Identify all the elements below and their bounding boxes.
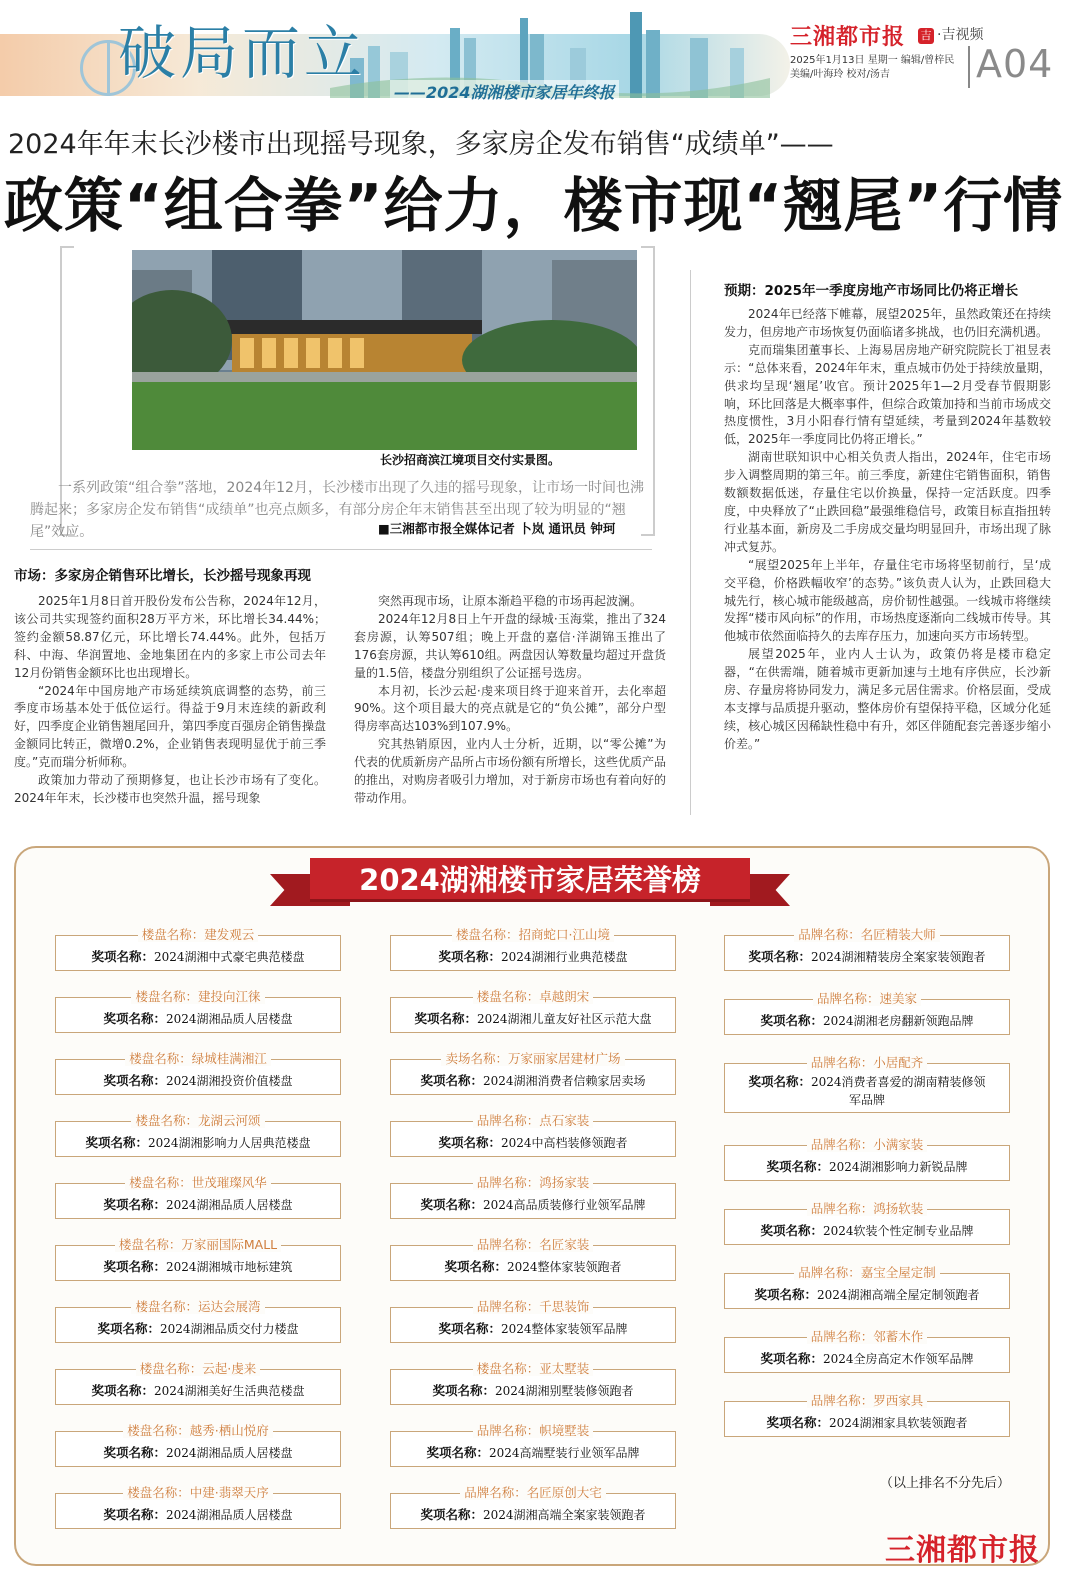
award-card	[724, 1329, 1010, 1373]
masthead-divider	[968, 46, 970, 88]
entrant-name-text: 品牌名称：鸿扬家装	[473, 1175, 594, 1190]
photo-caption: 长沙招商滨江境项目交付实景图。	[380, 453, 561, 467]
award-prize	[391, 1009, 675, 1027]
prize-label: 奖项名称：	[748, 949, 811, 964]
prize-label: 奖项名称：	[85, 1135, 148, 1150]
paragraph: 克而瑞集团董事长、上海易居房地产研究院院长丁祖昱表示：“总体来看，2024年年末，重点城市仍处于持续放量期，供求均呈现‘翘尾’收官。预计2025年1—2月受春节假期影响，环比回落是大概率事件，但综合政策加持和当前市场成交热度惯性，3月小阳春行情有望延续，考量到2024年基数较低，2025年一季度同比仍将正增长。”	[724, 342, 1051, 447]
award-card	[55, 1299, 341, 1343]
entrant-name-text: 品牌名称：小满家装	[807, 1137, 928, 1152]
award-entrant-name	[725, 1327, 1009, 1345]
award-entrant-name	[56, 1297, 340, 1315]
award-entrant-name	[725, 1263, 1009, 1281]
prize-text: 2024湖湘高端全案家装领跑者	[482, 1508, 646, 1522]
prize-label: 奖项名称：	[438, 1135, 501, 1150]
award-card	[390, 989, 676, 1033]
prize-text: 2024中高档装修领跑者	[500, 1136, 628, 1150]
prize-label: 奖项名称：	[438, 949, 501, 964]
award-card	[724, 927, 1010, 971]
entrant-name-text: 楼盘名称：建投向江徕	[131, 989, 264, 1004]
prize-label: 奖项名称：	[414, 1011, 477, 1026]
award-prize	[391, 1381, 675, 1399]
honor-list-ribbon	[270, 858, 790, 910]
award-prize	[56, 1195, 340, 1213]
entrant-name-text: 卖场名称：万家丽家居建材广场	[441, 1051, 624, 1066]
entrant-name-text: 品牌名称：罗西家具	[807, 1393, 928, 1408]
column-divider	[690, 270, 691, 815]
award-entrant-name	[391, 1235, 675, 1253]
entrant-name-text: 楼盘名称：龙湖云河颂	[131, 1113, 264, 1128]
paragraph: 本月初，长沙云起·虔来项目终于迎来首开，去化率超90%。这个项目最大的亮点就是它的“负公摊”，部分户型得房率高达103%到107.9%。	[354, 683, 666, 734]
prize-label: 奖项名称：	[760, 1351, 823, 1366]
entrant-name-text: 楼盘名称：绿城桂满湘江	[125, 1051, 271, 1066]
prize-text: 2024湖湘品质人居楼盘	[165, 1508, 293, 1522]
paragraph: 展望2025年，业内人士认为，政策仍将是楼市稳定器，“在供需端，随着城市更新加速与土地有序供应，长沙新房、存量房将协同发力，满足多元居住需求。价格层面，受成本支撑与品质提升驱动，整体房价有望保持平稳，区域分化延续，核心城区因稀缺性稳中有升，郊区伴随配套完善逐步缩小价差。”	[724, 647, 1051, 751]
prize-label: 奖项名称：	[420, 1073, 483, 1088]
video-app-logo	[918, 24, 983, 44]
award-card	[55, 1361, 341, 1405]
award-card	[55, 1423, 341, 1467]
award-entrant-name	[391, 1111, 675, 1129]
award-entrant-name	[56, 1049, 340, 1067]
award-entrant-name	[391, 987, 675, 1005]
award-card	[390, 1175, 676, 1219]
body-column-2	[354, 593, 666, 808]
prize-label: 奖项名称：	[103, 1073, 166, 1088]
award-entrant-name	[391, 1359, 675, 1377]
app-mark-icon: 吉	[918, 28, 934, 44]
prize-text: 2024湖湘品质人居楼盘	[165, 1012, 293, 1026]
entrant-name-text: 楼盘名称：建发观云	[138, 927, 259, 942]
prize-text: 2024湖湘家具软装领跑者	[828, 1416, 968, 1430]
page-number: A04	[976, 42, 1054, 86]
award-prize	[56, 947, 340, 965]
award-prize	[56, 1319, 340, 1337]
entrant-name-text: 楼盘名称：世茂璀璨风华	[125, 1175, 271, 1190]
project-photo	[132, 250, 637, 450]
award-card	[390, 1361, 676, 1405]
prize-text: 2024湖湘城市地标建筑	[165, 1260, 293, 1274]
entrant-name-text: 楼盘名称：万家丽国际MALL	[115, 1237, 281, 1252]
entrant-name-text: 品牌名称：邻蓄木作	[807, 1329, 928, 1344]
paragraph: 2024年已经落下帷幕，展望2025年，虽然政策还在持续发力，但房地产市场恢复仍面临诸多挑战，也仍旧充满机遇。	[724, 307, 1051, 339]
paragraph: 究其热销原因，业内人士分析，近期，以“零公摊”为代表的优质新房产品所占市场份额有所增长，这些优质产品的推出，对购房者吸引力增加，对于新房市场也有着向好的带动作用。	[354, 737, 667, 805]
prize-text: 2024湖湘老房翻新领跑品牌	[822, 1014, 974, 1028]
prize-label: 奖项名称：	[754, 1287, 817, 1302]
prize-label: 奖项名称：	[103, 1507, 166, 1522]
award-card	[390, 927, 676, 971]
date-editor-line: 2025年1月13日 星期一 编辑/曾梓民	[790, 55, 955, 66]
prize-text: 2024湖湘品质交付力楼盘	[159, 1322, 299, 1336]
prize-text: 2024湖湘投资价值楼盘	[165, 1074, 293, 1088]
prize-label: 奖项名称：	[103, 1259, 166, 1274]
prize-text: 2024湖湘行业典范楼盘	[500, 950, 628, 964]
award-entrant-name	[725, 925, 1009, 943]
prize-text: 2024高品质装修行业领军品牌	[482, 1198, 646, 1212]
award-prize	[56, 1381, 340, 1399]
award-entrant-name	[391, 1049, 675, 1067]
award-prize	[725, 1349, 1009, 1367]
section1-title: 市场：多家房企销售环比增长，长沙摇号现象再现	[14, 568, 311, 584]
entrant-name-text: 品牌名称：点石家装	[473, 1113, 594, 1128]
prize-label: 奖项名称：	[438, 1321, 501, 1336]
entrant-name-text: 楼盘名称：亚太墅装	[473, 1361, 594, 1376]
award-card	[724, 991, 1010, 1035]
entrant-name-text: 品牌名称：千思装饰	[473, 1299, 594, 1314]
entrant-name-text: 楼盘名称：卓越朗宋	[473, 989, 594, 1004]
award-card	[390, 1423, 676, 1467]
lead-text: 一系列政策“组合拳”落地，2024年12月，长沙楼市出现了久违的摇号现象，让市场一时间也沸腾起来；多家房企发布销售“成绩单”也亮点颇多，有部分房企年末销售甚至出现了较为明显的“翘尾”效应。	[30, 480, 644, 540]
entrant-name-text: 楼盘名称：越秀·栖山悦府	[123, 1423, 272, 1438]
award-card	[724, 1055, 1010, 1113]
entrant-name-text: 品牌名称：速美家	[813, 991, 921, 1006]
entrant-name-text: 品牌名称：小居配齐	[807, 1055, 928, 1070]
award-prize	[725, 1011, 1009, 1029]
prize-label: 奖项名称：	[91, 1383, 154, 1398]
paragraph: “2024年中国房地产市场延续筑底调整的态势，前三季度市场基本处于低位运行。得益于9月末连续的新政利好，四季度企业销售翘尾回升，第四季度百强房企销售操盘金额同比转正，微增0.2%，企业销售表现明显优于前三季度。”克而瑞分析师称。	[14, 683, 327, 770]
prize-label: 奖项名称：	[103, 1445, 166, 1460]
award-entrant-name	[725, 1053, 1009, 1071]
prize-text: 2024湖湘儿童友好社区示范大盘	[476, 1012, 652, 1026]
prize-text: 2024湖湘品质人居楼盘	[165, 1198, 293, 1212]
award-prize	[391, 1195, 675, 1213]
prize-label: 奖项名称：	[432, 1383, 495, 1398]
prize-label: 奖项名称：	[760, 1223, 823, 1238]
prize-label: 奖项名称：	[103, 1197, 166, 1212]
prize-label: 奖项名称：	[748, 1074, 811, 1089]
award-prize	[391, 1133, 675, 1151]
award-entrant-name	[391, 1297, 675, 1315]
prize-label: 奖项名称：	[426, 1445, 489, 1460]
award-prize	[56, 1443, 340, 1461]
footer-logo: 三湘都市报	[885, 1533, 1040, 1568]
prize-label: 奖项名称：	[420, 1197, 483, 1212]
staff-line: 美编/叶海玲 校对/汤吉	[790, 69, 890, 80]
award-prize	[391, 1257, 675, 1275]
award-card	[55, 1113, 341, 1157]
award-card	[390, 1485, 676, 1529]
section2-title: 预期：2025年一季度房地产市场同比仍将正增长	[724, 283, 1019, 299]
award-entrant-name	[56, 987, 340, 1005]
award-entrant-name	[391, 925, 675, 943]
award-entrant-name	[56, 925, 340, 943]
photo-illustration	[132, 250, 637, 450]
prize-label: 奖项名称：	[91, 949, 154, 964]
entrant-name-text: 楼盘名称：运达会展湾	[131, 1299, 264, 1314]
award-prize	[391, 1505, 675, 1523]
award-entrant-name	[56, 1421, 340, 1439]
award-card	[724, 1393, 1010, 1437]
entrant-name-text: 品牌名称：名匠精装大师	[794, 927, 940, 942]
prize-label: 奖项名称：	[103, 1011, 166, 1026]
award-prize	[725, 1157, 1009, 1175]
award-entrant-name	[725, 1391, 1009, 1409]
award-card	[55, 1051, 341, 1095]
award-prize	[725, 947, 1009, 965]
award-card	[724, 1265, 1010, 1309]
award-entrant-name	[56, 1235, 340, 1253]
award-prize	[725, 1413, 1009, 1431]
paragraph: 2025年1月8日首开股份发布公告称，2024年12月，该公司共实现签约面积28万平方米，环比增长34.44%；签约金额58.87亿元，环比增长74.44%。此外，包括万科、中海、华润置地、金地集团在内的多家上市公司去年12月份销售金额环比也出现增长。	[14, 594, 326, 680]
entrant-name-text: 品牌名称：嘉宝全屋定制	[794, 1265, 940, 1280]
masthead	[0, 0, 1080, 110]
award-card	[55, 1175, 341, 1219]
newspaper-logo: 三湘都市报	[790, 25, 906, 50]
body-column-3	[724, 306, 1051, 754]
entrant-name-text: 品牌名称：名匠家装	[473, 1237, 594, 1252]
prize-label: 奖项名称：	[444, 1259, 507, 1274]
award-prize	[56, 1133, 340, 1151]
prize-text: 2024湖湘美好生活典范楼盘	[153, 1384, 305, 1398]
prize-text: 2024湖湘消费者信赖家居卖场	[482, 1074, 646, 1088]
prize-text: 2024湖湘别墅装修领跑者	[494, 1384, 634, 1398]
prize-label: 奖项名称：	[766, 1415, 829, 1430]
lead-divider	[30, 549, 652, 550]
prize-text: 2024湖湘精装房全案家装领跑者	[810, 950, 986, 964]
award-prize	[56, 1257, 340, 1275]
section-title: 破局而立	[118, 19, 367, 87]
paragraph: “展望2025年上半年，存量住宅市场将坚韧前行，呈‘成交平稳，价格跌幅收窄’的态势。”该负责人认为，止跌回稳大城先行，核心城市能级越高，房价韧性越强。一线城市将继续发挥“楼市风向标”的作用，市场热度逐渐向二线城市传导。其他城市依然面临持久的去库存压力，加速向买方市场转型。	[724, 557, 1051, 644]
award-prize	[56, 1009, 340, 1027]
prize-text: 2024湖湘中式豪宅典范楼盘	[153, 950, 305, 964]
award-entrant-name	[391, 1173, 675, 1191]
award-prize	[391, 1071, 675, 1089]
paragraph: 突然再现市场，让原本渐趋平稳的市场再起波澜。	[378, 594, 643, 608]
prize-text: 2024全房高定木作领军品牌	[822, 1352, 974, 1366]
prize-text: 2024湖湘品质人居楼盘	[165, 1446, 293, 1460]
prize-text: 2024消费者喜爱的湖南精装修领军品牌	[810, 1075, 986, 1107]
entrant-name-text: 品牌名称：鸿扬软装	[807, 1201, 928, 1216]
award-prize	[56, 1505, 340, 1523]
award-card	[55, 1237, 341, 1281]
award-entrant-name	[56, 1483, 340, 1501]
award-entrant-name	[56, 1111, 340, 1129]
award-card	[724, 1201, 1010, 1245]
award-card	[390, 1051, 676, 1095]
section-subtitle: ——2024湖湘楼市家居年终报	[390, 80, 619, 103]
award-prize	[391, 947, 675, 965]
honor-list-title: 2024湖湘楼市家居荣誉榜	[310, 858, 750, 902]
prize-text: 2024整体家装领军品牌	[500, 1322, 628, 1336]
body-column-1	[14, 593, 326, 808]
award-entrant-name	[391, 1421, 675, 1439]
award-card	[390, 1113, 676, 1157]
award-entrant-name	[56, 1359, 340, 1377]
dateline	[790, 54, 970, 82]
article-kicker: 2024年年末长沙楼市出现摇号现象，多家房企发布销售“成绩单”——	[8, 129, 834, 160]
award-entrant-name	[725, 1135, 1009, 1153]
award-entrant-name	[56, 1173, 340, 1191]
prize-text: 2024整体家装领跑者	[506, 1260, 622, 1274]
prize-label: 奖项名称：	[97, 1321, 160, 1336]
award-card	[724, 1137, 1010, 1181]
entrant-name-text: 品牌名称：帜境墅装	[473, 1423, 594, 1438]
prize-label: 奖项名称：	[760, 1013, 823, 1028]
prize-text: 2024湖湘影响力人居典范楼盘	[147, 1136, 311, 1150]
award-prize	[56, 1071, 340, 1089]
entrant-name-text: 楼盘名称：中建·翡翠天序	[123, 1485, 272, 1500]
award-prize	[725, 1285, 1009, 1303]
prize-label: 奖项名称：	[420, 1507, 483, 1522]
prize-text: 2024湖湘高端全屋定制领跑者	[816, 1288, 980, 1302]
paragraph: 2024年12月8日上午开盘的绿城·玉海棠，推出了324套房源，认筹507组；晚上开盘的嘉信·洋湖锦玉推出了176套房源，共认筹610组。两盘因认筹数量均超过开盘货量的1.5倍，楼盘分别组织了公证摇号选房。	[354, 611, 666, 680]
award-card	[55, 1485, 341, 1529]
app-name: ·吉视频	[937, 27, 984, 43]
entrant-name-text: 品牌名称：名匠原创大宅	[460, 1485, 606, 1500]
award-prize	[725, 1073, 1009, 1109]
prize-text: 2024湖湘影响力新锐品牌	[828, 1160, 968, 1174]
award-prize	[391, 1319, 675, 1337]
ranking-note: （以上排名不分先后）	[880, 1476, 1011, 1491]
prize-label: 奖项名称：	[766, 1159, 829, 1174]
award-prize	[725, 1221, 1009, 1239]
award-entrant-name	[725, 1199, 1009, 1217]
article-headline: 政策“组合拳”给力，楼市现“翘尾”行情	[4, 171, 1064, 240]
award-card	[55, 989, 341, 1033]
prize-text: 2024软装个性定制专业品牌	[822, 1224, 974, 1238]
entrant-name-text: 楼盘名称：招商蛇口·江山境	[452, 927, 614, 942]
award-card	[390, 1237, 676, 1281]
paragraph: 政策加力带动了预期修复，也让长沙市场有了变化。2024年年末，长沙楼市也突然升温，摇号现象	[14, 773, 326, 805]
entrant-name-text: 楼盘名称：云起·虔来	[136, 1361, 260, 1376]
award-card	[55, 927, 341, 971]
paragraph: 湖南世联知识中心相关负责人指出，2024年，住宅市场步入调整周期的第三年。前三季度，新建住宅销售面积，销售数额数据低迷，存量住宅以价换量，保持一定活跃度。四季度，中央释放了“止跌回稳”最强维稳信号，政策目标直指扭转行业基本面，新房及二手房成交量均明显回升，市场出现了脉冲式复苏。	[724, 450, 1051, 554]
award-card	[390, 1299, 676, 1343]
prize-text: 2024高端墅装行业领军品牌	[488, 1446, 640, 1460]
byline: ■三湘都市报全媒体记者 卜岚 通讯员 钟珂	[378, 521, 616, 536]
award-entrant-name	[725, 989, 1009, 1007]
award-prize	[391, 1443, 675, 1461]
award-entrant-name	[391, 1483, 675, 1501]
